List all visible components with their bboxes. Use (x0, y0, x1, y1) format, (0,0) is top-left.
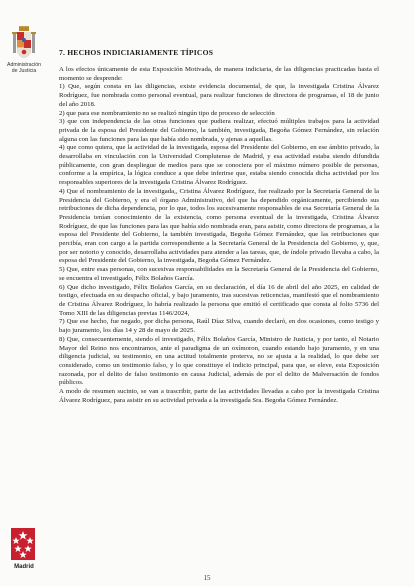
madrid-region-logo-icon (9, 528, 37, 562)
paragraph-point-3: 3) que con independencia de las otras funciones que pudiera realizar, efectuó múltiples trabajos para la actividad privada de la esposa del Presidente del Gobierno, la también, investigada, Begoña Gómez Fernández, sin relación alguna con las funciones para las que había sido nombrada, y ajenas a aquellas. (59, 118, 379, 143)
left-margin-branding (0, 0, 46, 586)
paragraph-point-8: 8) Que, consecuentemente, siendo el investigado, Félix Bolaños García, Ministro de Justicia, y por tanto, el Notario Mayor del Reino nos encontramos, ante el paradigma de un oxímoron, cuando estando bajo juramento, y en una diligencia judicial, su testimonio, en una actitud totalmente proterva, no se ajusta a la realidad, lo que debe ser considerado, como un testimonio falso, y lo que constituye el indicio principal, para que, se eleve, esta Exposición razonada, por el delito de falso testimonio en causa Judicial, además de por el delito de Malversación de fondos públicos. (59, 335, 379, 387)
admin-label-line1: Administración (6, 62, 42, 68)
page-number: 15 (203, 574, 211, 582)
paragraph-point-2: 2) que para ese nombramiento no se realizó ningún tipo de proceso de selección (59, 109, 275, 117)
section-heading: 7. HECHOS INDICIARIAMENTE TÍPICOS (59, 48, 214, 57)
spanish-coat-of-arms-icon (12, 26, 36, 60)
paragraph-summary: A modo de resumen sucinto, se van a trascribir, parte de las actividades llevadas a cabo por la investigada Cristina Álvarez Rodríguez, para asistir en su actividad privada a la investigada Sra. Begoña Gómez Fernández. (59, 388, 379, 404)
paragraph-intro: A los efectos únicamente de esta Exposición Motivada, de manera indiciaria, de las diligencias practicadas hasta el momento se desprende: (59, 66, 379, 82)
administracion-de-justicia-label (2, 62, 46, 74)
document-body (59, 48, 379, 405)
paragraph-point-5: 5) Que, entre esas personas, con sucesivas responsabilidades en la Secretaría General de la Presidencia del Gobierno, se encuentra el investigado, Félix Bolaños García. (59, 266, 379, 282)
paragraph-point-7: 7) Que ese hecho, fue negado, por dicha persona, Raúl Díaz Silva, cuando declaró, en dos ocasiones, como testigo y bajo juramento, los días 14 y 28 de mayo de 2025. (59, 318, 379, 335)
paragraph-point-6: 6) Que dicho investigado, Félix Bolaños García, en su declaración, el día 16 de abril del año 2025, en calidad de testigo, efectuada en su despacho oficial, y bajo juramento, tras sucesivas reticencias, manifestó que el nombramiento de Cristina Álvarez Rodríguez, lo habría realizado la persona que emitió el certificado que consta al folio 5736 del Tomo XIII de las diligencias previas 1146/2024, (59, 283, 379, 317)
paragraph-point-4a: 4) que como quiera, que la actividad de la investigada, esposa del Presidente del Gobierno, en ese ámbito privado, la desarrollaba en vinculación con la Universidad Complutense de Madrid, y esa actividad estaba siendo difundida públicamente, con gran despliegue de medios para que se conociera por el máximo número posible de personas, conforme a la empírica, la lógica conduce a que debe inferirse que, estaba siendo conocida dicha actividad por los responsables superiores de la investigada Cristina Álvarez Rodríguez. (59, 144, 379, 187)
paragraph-point-4b: 4) Que el nombramiento de la investigada,, Cristina Álvarez Rodríguez, fue realizado por la Secretaría General de la Presidencia del Gobierno, y era el órgano Administrativo, del que ha dependido orgánicamente, percibiendo sus retribuciones de dicha dependencia, por lo que, todos los sucesivamente responsables de esa Secretaría General de la Presidencia tenían conocimiento de la existencia, como persona eventual de la investigada, Cristina Álvarez Rodríguez, de que las funciones para las que había sido nombrada eran, para asistir, como directora de programas, a la esposa del Presidente del Gobierno, la también investigada, Begoña Gómez Fernández, que las retribuciones que percibía, eran con cargo a la partida correspondiente a la Secretaría General de la Presidencia del Gobierno, y, que, por ser notorio y conocido, desarrollaba actividades para atender a las tareas, que, de índole privado llevaba a cabo, la esposa del Presidente del Gobierno, la investigada, Begoña Gómez Fernández. (59, 187, 379, 265)
paragraph-point-1: 1) Que, según consta en las diligencias, existe evidencia documental, de que, la investigada Cristina Álvarez Rodríguez, fue nombrada como personal eventual, para realizar funciones de directora de programas, el 18 de junio del año 2018. (59, 83, 379, 108)
admin-label-line2: de Justicia (11, 68, 37, 74)
madrid-label: Madrid (14, 564, 34, 570)
